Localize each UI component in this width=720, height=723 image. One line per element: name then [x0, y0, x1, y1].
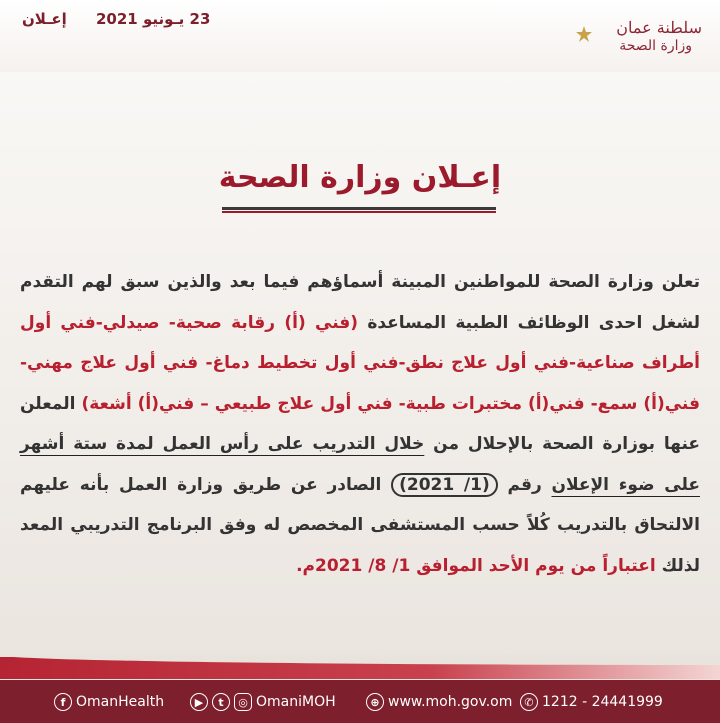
- training-underlined: خلال التدريب على رأس العمل لمدة ستة أشهر على ضوء الإعلان: [20, 434, 700, 495]
- website-url: www.moh.gov.om: [388, 694, 513, 710]
- crescent-emblem-icon: [560, 6, 608, 66]
- announcement-tag: إعـلان: [22, 10, 67, 28]
- globe-icon: ⊕: [366, 693, 384, 711]
- page-title: إعـلان وزارة الصحة: [218, 160, 502, 195]
- youtube-icon: ▶: [190, 693, 208, 711]
- footer-bar: [0, 680, 720, 723]
- announcement-date: 23 يـونيو 2021: [96, 10, 211, 28]
- phone-number: 1212 - 24441999: [542, 694, 663, 710]
- twitter-icon: t: [212, 693, 230, 711]
- facebook-link[interactable]: [54, 692, 164, 712]
- start-date-phrase: اعتباراً من يوم الأحد الموافق 1/ 8/ 2021م.: [296, 555, 656, 576]
- social-links[interactable]: [190, 692, 336, 712]
- title-underline-accent: [222, 211, 496, 213]
- logo-text-ministry: وزارة الصحة: [619, 38, 692, 54]
- logo-text-country: سلطنة عمان: [616, 18, 702, 37]
- job-titles: (فني (أ) رقابة صحية- صيدلي-فني أول أطراف صناعية-فني أول علاج نطق-فني أول تخطيط دماغ- فني أول علاج مهني- فني(أ) سمع- فني(أ) مختبرات طبية- فني أول علاج طبيعي – فني(أ) أشعة): [20, 312, 700, 414]
- announcement-body: [20, 262, 700, 586]
- body-part-2: المعلن عنها بوزارة الصحة بالإحلال من: [20, 393, 700, 454]
- facebook-icon: f: [54, 693, 72, 711]
- phone-icon: ✆: [520, 693, 538, 711]
- body-part-3: رقم: [497, 474, 552, 495]
- body-part-4: الصادر عن طريق وزارة العمل بأنه عليهم الالتحاق بالتدريب كُلاً حسب المستشفى المخصص له وفق البرنامج التدريبي المعد لذلك: [20, 474, 700, 576]
- facebook-handle: OmanHealth: [76, 694, 165, 710]
- website-link[interactable]: [366, 692, 512, 712]
- social-handle: OmaniMOH: [256, 694, 336, 710]
- phone-link[interactable]: [520, 692, 663, 712]
- header-bar: [0, 0, 720, 72]
- ministry-logo: [558, 4, 708, 68]
- decision-number: (1/ 2021): [391, 473, 498, 497]
- instagram-icon: ◎: [234, 693, 252, 711]
- body-intro: تعلن وزارة الصحة للمواطنين المبينة أسماؤهم فيما بعد والذين سبق لهم التقدم لشغل احدى الوظائف الطبية المساعدة: [20, 272, 701, 333]
- title-underline: [222, 207, 496, 210]
